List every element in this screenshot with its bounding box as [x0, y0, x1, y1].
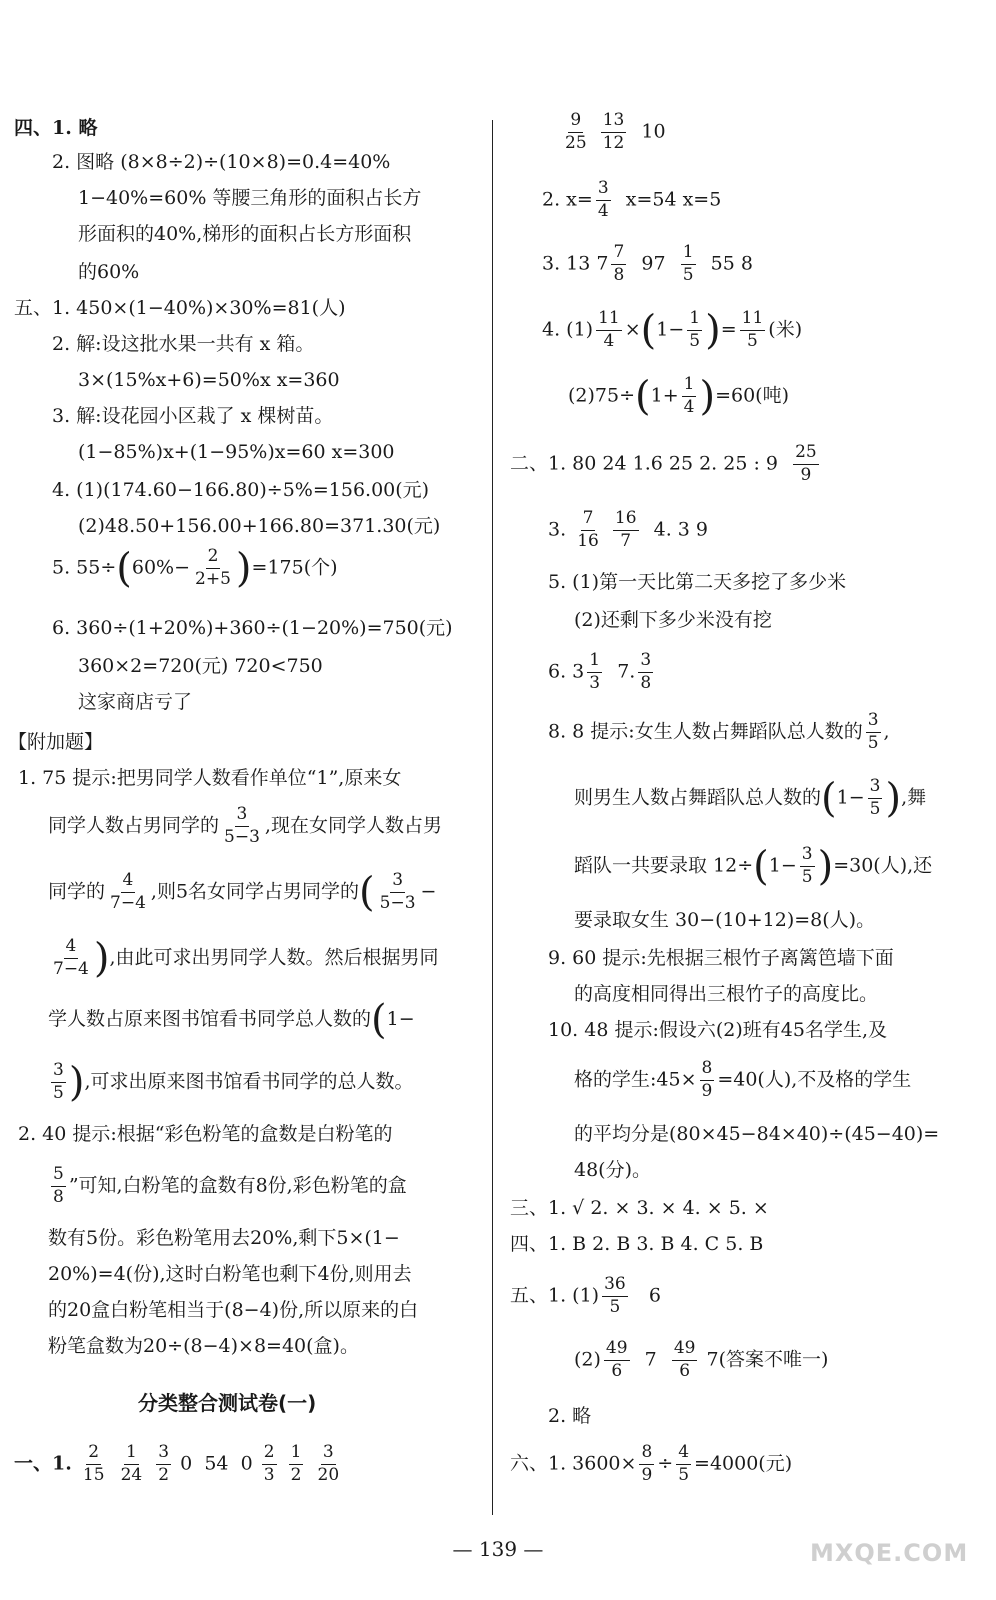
- formula-line: $\frac{4}{7-4}$ ),由此可求出男同学人数。然后根据男同: [53, 935, 439, 982]
- fraction: $\frac{49}{6}$: [605, 1338, 628, 1381]
- text-line: 这家商店亏了: [78, 691, 193, 713]
- fraction: $\frac{3}{20}$: [317, 1442, 340, 1485]
- fraction: $\frac{8}{9}$: [701, 1058, 713, 1101]
- formula-line: 同学的 $\frac{4}{7-4}$ ,则5名女同学占男同学的( $\frac{3}{5-3}$ −: [48, 869, 437, 916]
- fraction: $\frac{3}{5-3}$: [379, 870, 416, 913]
- formula-line: 一、1. $\frac{2}{15}$ $\frac{1}{24}$ $\frac{3}{2}$ 0 54 0 $\frac{2}{3}$ $\frac{1}{2}$ $\frac{3}{20}$: [14, 1442, 340, 1485]
- fraction: $\frac{3}{5}$: [801, 844, 813, 887]
- left-column: [0, 0, 490, 1600]
- fraction: $\frac{3}{5}$: [869, 776, 881, 819]
- text-line: 6. 360÷(1+20%)+360÷(1−20%)=750(元): [52, 617, 453, 639]
- fraction: $\frac{1}{2}$: [290, 1442, 302, 1485]
- formula-line: 2. x= $\frac{3}{4}$ x=54 x=5: [542, 178, 722, 221]
- fraction: $\frac{1}{4}$: [683, 374, 695, 417]
- formula-line: (2)75÷(1+ $\frac{1}{4}$ )=60(吨): [568, 373, 790, 420]
- text-line: 4. (1)(174.60−166.80)÷5%=156.00(元): [52, 479, 430, 501]
- formula-line: 3. $\frac{7}{16}$ $\frac{16}{7}$ 4. 3 9: [548, 508, 708, 551]
- section-4-answers: 四、1. B 2. B 3. B 4. C 5. B: [510, 1233, 764, 1255]
- fraction: $\frac{8}{9}$: [641, 1442, 653, 1485]
- fraction: $\frac{11}{5}$: [741, 308, 764, 351]
- text-line: 9. 60 提示:先根据三根竹子离篱笆墙下面: [548, 947, 894, 969]
- text-line: 5. (1)第一天比第二天多挖了多少米: [548, 571, 847, 593]
- text-line: 20%)=4(份),这时白粉笔也剩下4份,则用去: [48, 1263, 412, 1285]
- text-line: 2. 略: [548, 1405, 592, 1427]
- formula-line: $\frac{9}{25}$ $\frac{13}{12}$ 10: [565, 110, 666, 153]
- text-line: 1. 75 提示:把男同学人数看作单位“1”,原来女: [18, 767, 402, 789]
- fraction: $\frac{3}{5}$: [53, 1060, 64, 1103]
- formula-line: 8. 8 提示:女生人数占舞蹈队总人数的 $\frac{3}{5}$ ,: [548, 710, 890, 753]
- formula-line: 格的学生:45× $\frac{8}{9}$ =40(人),不及格的学生: [574, 1058, 912, 1101]
- fraction: $\frac{1}{3}$: [589, 650, 601, 693]
- text-line: 1−40%=60% 等腰三角形的面积占长方: [78, 187, 422, 209]
- test-paper-title: 分类整合测试卷(一): [138, 1391, 317, 1415]
- fraction: $\frac{3}{2}$: [158, 1442, 170, 1485]
- formula-line: 4. (1) $\frac{11}{4}$ ×(1− $\frac{1}{5}$ )= $\frac{11}{5}$ (米): [542, 307, 803, 354]
- formula-line: $\frac{5}{8}$ ”可知,白粉笔的盒数有8份,彩色粉笔的盒: [53, 1164, 407, 1207]
- formula-line: 六、1. 3600× $\frac{8}{9}$ ÷ $\frac{4}{5}$ =4000(元): [510, 1442, 793, 1485]
- text-line: 的60%: [78, 261, 140, 283]
- formula-line: 五、1. (1) $\frac{36}{5}$ 6: [510, 1274, 661, 1317]
- section-3-answers: 三、1. √ 2. × 3. × 4. × 5. ×: [510, 1197, 769, 1219]
- text-line: 形面积的40%,梯形的面积占长方形面积: [78, 223, 412, 245]
- right-column: [496, 0, 996, 1600]
- formula-line: 同学人数占男同学的 $\frac{3}{5-3}$ ,现在女同学人数占男: [48, 804, 442, 847]
- text-line: 2. 40 提示:根据“彩色粉笔的盒数是白粉笔的: [18, 1123, 393, 1145]
- column-divider: [492, 120, 493, 1515]
- text-line: (2)48.50+156.00+166.80=371.30(元): [78, 515, 441, 537]
- fraction: $\frac{16}{7}$: [614, 508, 637, 551]
- fraction: $\frac{25}{9}$: [795, 442, 817, 485]
- fraction: $\frac{5}{8}$: [53, 1164, 64, 1207]
- text-line: 粉笔盒数为20÷(8−4)×8=40(盒)。: [48, 1335, 359, 1357]
- formula-line: 则男生人数占舞蹈队总人数的(1− $\frac{3}{5}$ ),舞: [574, 775, 927, 822]
- text-line: 3×(15%x+6)=50%x x=360: [78, 369, 340, 391]
- text-line: 3. 解:设花园小区栽了 x 棵树苗。: [52, 405, 334, 427]
- text-line: 360×2=720(元) 720<750: [78, 655, 323, 677]
- text-line: 48(分)。: [574, 1159, 652, 1181]
- formula-line: 学人数占原来图书馆看书同学总人数的(1−: [48, 997, 415, 1043]
- text-line: (2)还剩下多少米没有挖: [574, 609, 772, 631]
- fraction: $\frac{4}{7-4}$: [53, 936, 89, 979]
- fraction: $\frac{3}{5-3}$: [224, 804, 260, 847]
- fraction: $\frac{4}{5}$: [678, 1442, 690, 1485]
- text-line: 的平均分是(80×45−84×40)÷(45−40)=: [574, 1123, 940, 1145]
- text-line: (1−85%)x+(1−95%)x=60 x=300: [78, 441, 395, 463]
- text-line: 2. 解:设这批水果一共有 x 箱。: [52, 333, 315, 355]
- fraction: $\frac{9}{25}$: [565, 110, 587, 153]
- text-line: 的20盒白粉笔相当于(8−4)份,所以原来的白: [48, 1299, 419, 1321]
- fraction: $\frac{7}{8}$: [613, 242, 625, 285]
- fraction: $\frac{11}{4}$: [598, 308, 620, 351]
- section-4-item-2: 2. 图略 (8×8÷2)÷(10×8)=0.4=40%: [52, 151, 391, 173]
- text-line: 的高度相同得出三根竹子的高度比。: [574, 983, 879, 1005]
- fraction: $\frac{36}{5}$: [604, 1274, 626, 1317]
- fraction: $\frac{2}{15}$: [82, 1442, 105, 1485]
- formula-line: 5. 55÷(60%− $\frac{2}{2+5}$ )=175(个): [52, 545, 338, 592]
- section-5-item-1: 五、1. 450×(1−40%)×30%=81(人): [14, 297, 346, 319]
- formula-line: 3. 13 7 $\frac{7}{8}$ 97 $\frac{1}{5}$ 55 8: [542, 242, 753, 285]
- text-line: 10. 48 提示:假设六(2)班有45名学生,及: [548, 1019, 888, 1041]
- fraction: $\frac{49}{6}$: [673, 1338, 696, 1381]
- site-watermark: MXQE.COM: [810, 1539, 969, 1567]
- text-line: 要录取女生 30−(10+12)=8(人)。: [574, 909, 876, 931]
- text-line: 数有5份。彩色粉笔用去20%,剩下5×(1−: [48, 1227, 400, 1249]
- fraction: $\frac{7}{16}$: [577, 508, 599, 551]
- fraction: $\frac{3}{8}$: [640, 650, 652, 693]
- fraction: $\frac{1}{24}$: [120, 1442, 143, 1485]
- fraction: $\frac{1}{5}$: [682, 242, 694, 285]
- formula-line: 二、1. 80 24 1.6 25 2. 25 : 9 $\frac{25}{9}$: [510, 442, 817, 485]
- formula-line: 6. 3 $\frac{1}{3}$ 7. $\frac{3}{8}$: [548, 650, 652, 693]
- fraction: $\frac{3}{4}$: [597, 178, 609, 221]
- fraction: $\frac{3}{5}$: [867, 710, 879, 753]
- formula-line: 蹈队一共要录取 12÷(1− $\frac{3}{5}$ )=30(人),还: [574, 843, 933, 890]
- formula-line: (2) $\frac{49}{6}$ 7 $\frac{49}{6}$ 7(答案不唯一): [574, 1338, 829, 1381]
- fraction: $\frac{2}{2+5}$: [195, 546, 231, 589]
- formula-line: $\frac{3}{5}$ ),可求出原来图书馆看书同学的总人数。: [53, 1059, 414, 1106]
- fraction: $\frac{1}{5}$: [689, 308, 701, 351]
- extra-question-heading: 【附加题】: [8, 731, 104, 753]
- fraction: $\frac{2}{3}$: [263, 1442, 275, 1485]
- section-4-item-1: 四、1. 略: [14, 117, 98, 139]
- fraction: $\frac{4}{7-4}$: [110, 870, 146, 913]
- page-number: — 139 —: [452, 1537, 544, 1561]
- fraction: $\frac{13}{12}$: [602, 110, 625, 153]
